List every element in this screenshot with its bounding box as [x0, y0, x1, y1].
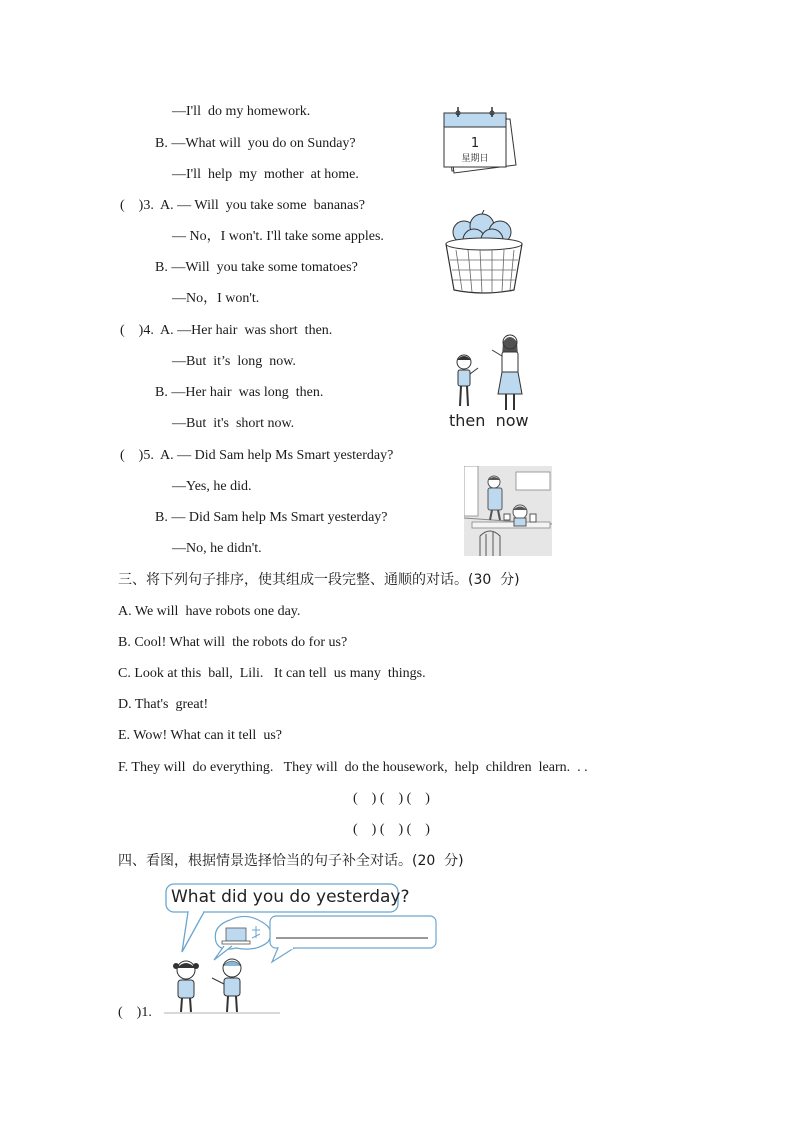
- section3-answer-row-2[interactable]: ( ) ( ) ( ): [353, 822, 430, 837]
- calendar-weekday: 星期日: [461, 154, 489, 164]
- section3-item-a: A. We will have robots one day.: [118, 604, 301, 619]
- q3-b-answer: —No，I won't.: [172, 291, 260, 306]
- section4-question-1[interactable]: ( )1.: [118, 1005, 152, 1020]
- apple-basket-figure: [442, 210, 526, 296]
- kitchen-help-figure: [464, 466, 552, 556]
- section3-heading: 三、将下列句子排序，使其组成一段完整、通顺的对话。(30 分): [118, 572, 520, 588]
- q3-a-answer: — No，I won't. I'll take some apples.: [172, 229, 384, 244]
- section3-item-b: B. Cool! What will the robots do for us?: [118, 635, 348, 650]
- q3-a-question: ( )3. A. — Will you take some bananas?: [120, 198, 365, 213]
- q4-a-question: ( )4. A. —Her hair was short then.: [120, 323, 333, 338]
- bubble-question: What did you do yesterday?: [171, 887, 410, 907]
- section4-heading: 四、看图，根据情景选择恰当的句子补全对话。(20 分): [118, 853, 464, 869]
- section3-item-e: E. Wow! What can it tell us?: [118, 728, 282, 743]
- q2-b-answer: —I'll help my mother at home.: [172, 167, 359, 182]
- calendar-day: 1: [470, 136, 480, 151]
- q2-a-answer: —I'll do my homework.: [172, 104, 311, 119]
- q5-a-answer: —Yes, he did.: [172, 479, 252, 494]
- section3-answer-row-1[interactable]: ( ) ( ) ( ): [353, 791, 430, 806]
- q4-b-question: B. —Her hair was long then.: [155, 385, 324, 400]
- then-now-girls-figure: [446, 332, 532, 412]
- q3-b-question: B. —Will you take some tomatoes?: [155, 260, 358, 275]
- section3-item-f: F. They will do everything. They will do the housework, help children learn. . .: [118, 760, 588, 775]
- q2-b-question: B. —What will you do on Sunday?: [155, 136, 356, 151]
- section3-item-c: C. Look at this ball, Lili. It can tell us many things.: [118, 666, 426, 681]
- q5-b-answer: —No, he didn't.: [172, 541, 262, 556]
- q4-b-answer: —But it's short now.: [172, 416, 295, 431]
- calendar-figure: [440, 105, 520, 177]
- q5-b-question: B. — Did Sam help Ms Smart yesterday?: [155, 510, 388, 525]
- q4-a-answer: —But it’s long now.: [172, 354, 296, 369]
- section3-item-d: D. That's great!: [118, 697, 209, 712]
- then-now-label: then now: [449, 411, 529, 430]
- q5-a-question: ( )5. A. — Did Sam help Ms Smart yesterday?: [120, 448, 394, 463]
